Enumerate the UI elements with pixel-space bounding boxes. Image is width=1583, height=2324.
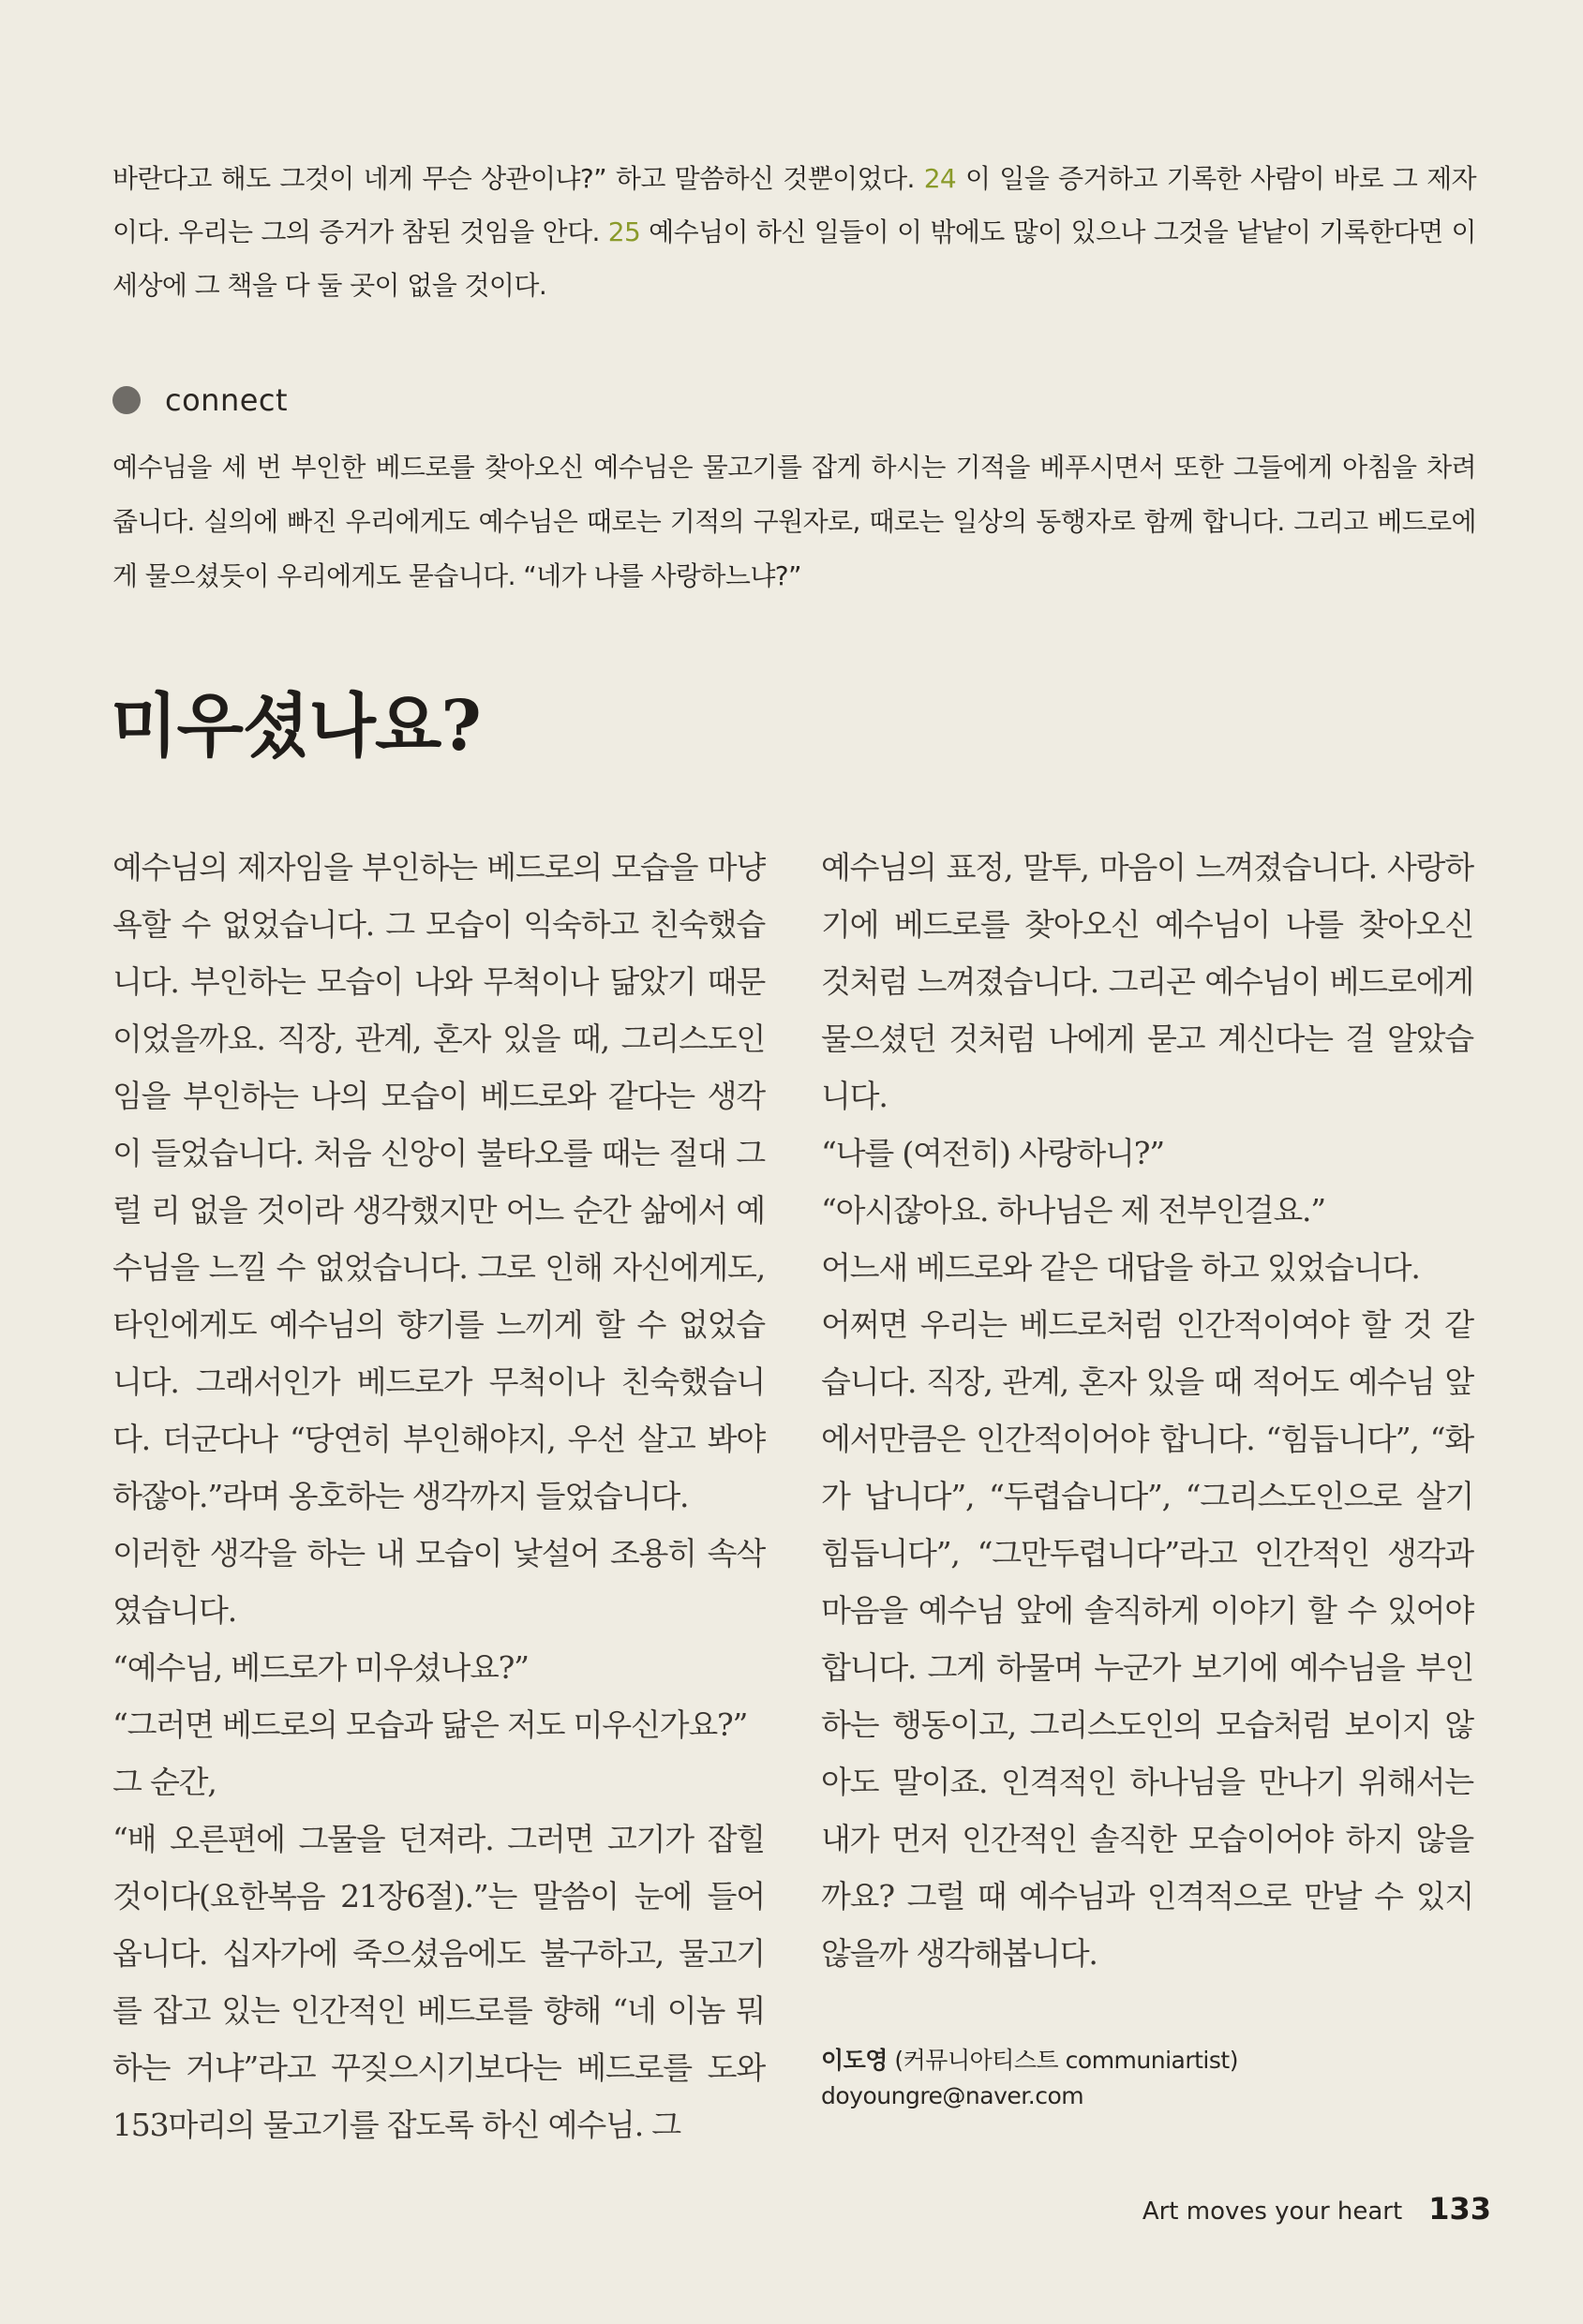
left-paragraph: 이러한 생각을 하는 내 모습이 낯설어 조용히 속삭였습니다. (112, 1535, 765, 1629)
page-footer (1142, 2191, 1491, 2227)
left-paragraph: 그 순간, (112, 1764, 217, 1800)
right-paragraph: 예수님의 표정, 말투, 마음이 느껴졌습니다. 사랑하기에 베드로를 찾아오신 예수님이 나를 찾아오신 것처럼 느껴졌습니다. 그리곤 예수님이 베드로에게 물으셨던 것처럼 나에게 묻고 계신다는 걸 알았습니다. (821, 849, 1473, 1114)
page-number: 133 (1428, 2191, 1491, 2227)
footer-tagline: Art moves your heart (1142, 2197, 1403, 2226)
connect-title: connect (165, 382, 289, 418)
author-credit (821, 2043, 1238, 2114)
left-paragraph: 예수님의 제자임을 부인하는 베드로의 모습을 마냥 욕할 수 없었습니다. 그 모습이 익숙하고 친숙했습니다. 부인하는 모습이 나와 무척이나 닮았기 때문이었을까요. 직장, 관계, 혼자 있을 때, 그리스도인임을 부인하는 나의 모습이 베드로와 같다는 생각이 들었습니다. 처음 신앙이 불타오를 때는 절대 그럴 리 없을 것이라 생각했지만 어느 순간 삶에서 예수님을 느낄 수 없었습니다. 그로 인해 자신에게도, 타인에게도 예수님의 향기를 느끼게 할 수 없었습니다. 그래서인가 베드로가 무척이나 친숙했습니다. 더군다나 “당연히 부인해야지, 우선 살고 봐야 하잖아.”라며 옹호하는 생각까지 들었습니다. (112, 849, 765, 1514)
author-name: 이도영 (821, 2047, 888, 2074)
intro-text-2: 이 일을 증거하고 기록한 사람이 바로 그 제자이다. 우리는 그의 증거가 참된 것임을 안다. (112, 163, 1476, 247)
left-paragraph: “배 오른편에 그물을 던져라. 그러면 고기가 잡힐 것이다(요한복음 21장6절).”는 말씀이 눈에 들어옵니다. 십자가에 죽으셨음에도 불구하고, 물고기를 잡고 있는 인간적인 베드로를 향해 “네 이놈 뭐 하는 거냐”라고 꾸짖으시기보다는 베드로를 도와 153마리의 물고기를 잡도록 하신 예수님. 그 (112, 1821, 765, 2143)
left-paragraph: “그러면 베드로의 모습과 닮은 저도 미우신가요?” (112, 1706, 748, 1743)
intro-passage (112, 152, 1476, 312)
connect-heading (112, 382, 288, 418)
connect-body: 예수님을 세 번 부인한 베드로를 찾아오신 예수님은 물고기를 잡게 하시는 기적을 베푸시면서 또한 그들에게 아침을 차려 줍니다. 실의에 빠진 우리에게도 예수님은 때로는 기적의 구원자로, 때로는 일상의 동행자로 함께 합니다. 그리고 베드로에게 물으셨듯이 우리에게도 묻습니다. “네가 나를 사랑하느냐?” (112, 452, 1476, 591)
right-paragraph: 어쩌면 우리는 베드로처럼 인간적이여야 할 것 같습니다. 직장, 관계, 혼자 있을 때 적어도 예수님 앞에서만큼은 인간적이어야 합니다. “힘듭니다”, “화가 납니다”, “두렵습니다”, “그리스도인으로 살기 힘듭니다”, “그만두렵니다”라고 인간적인 생각과 마음을 예수님 앞에 솔직하게 이야기 할 수 있어야 합니다. 그게 하물며 누군가 보기에 예수님을 부인하는 행동이고, 그리스도인의 모습처럼 보이지 않아도 말이죠. 인격적인 하나님을 만나기 위해서는 내가 먼저 인간적인 솔직한 모습이어야 하지 않을까요? 그럴 때 예수님과 인격적으로 만날 수 있지 않을까 생각해봅니다. (821, 1306, 1473, 1972)
author-email: doyoungre@naver.com (821, 2082, 1084, 2109)
right-paragraph: 어느새 베드로와 같은 대답을 하고 있었습니다. (821, 1249, 1420, 1286)
right-paragraph: “나를 (여전히) 사랑하니?” (821, 1135, 1164, 1171)
verse-number-24: 24 (923, 163, 957, 194)
author-role: (커뮤니아티스트 communiartist) (887, 2047, 1238, 2074)
article-title: 미우셨나요? (111, 686, 481, 767)
left-paragraph: “예수님, 베드로가 미우셨나요?” (112, 1649, 529, 1686)
intro-text-3: 예수님이 하신 일들이 이 밖에도 많이 있으나 그것을 낱낱이 기록한다면 이 세상에 그 책을 다 둘 곳이 없을 것이다. (112, 216, 1477, 301)
right-paragraph: “아시잖아요. 하나님은 제 전부인걸요.” (821, 1192, 1325, 1229)
article-left-column (112, 839, 765, 2153)
author-line (821, 2043, 1238, 2078)
verse-number-25: 25 (607, 216, 641, 247)
intro-text-1: 바란다고 해도 그것이 네게 무슨 상관이냐?” 하고 말씀하신 것뿐이었다. (112, 163, 924, 194)
article-right-column (821, 839, 1473, 1982)
bullet-dot-icon (112, 386, 141, 414)
